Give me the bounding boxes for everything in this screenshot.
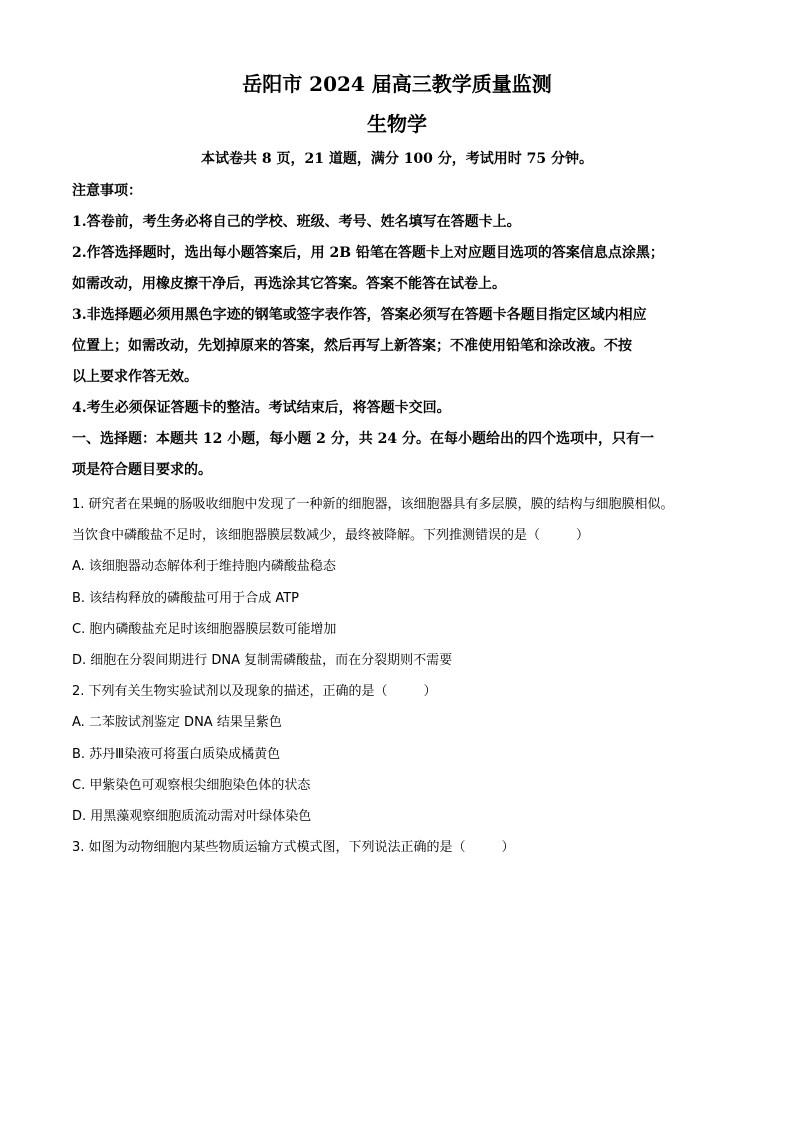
note-line: 2.作答选择题时，选出每小题答案后，用 2B 铅笔在答题卡上对应题目选项的答案信息点涂黑； [72, 245, 664, 261]
question-2-option-d: D. 用黑藻观察细胞质流动需对叶绿体染色 [72, 809, 312, 825]
note-line: 如需改动，用橡皮擦干净后，再选涂其它答案。答案不能答在试卷上。 [72, 276, 506, 292]
note-line: 1.答卷前，考生务必将自己的学校、班级、考号、姓名填写在答题卡上。 [72, 214, 521, 230]
question-2-option-a: A. 二苯胺试剂鉴定 DNA 结果呈紫色 [72, 715, 282, 731]
question-1-option-b: B. 该结构释放的磷酸盐可用于合成 ATP [72, 590, 299, 606]
note-line: 位置上；如需改动，先划掉原来的答案，然后再写上新答案；不准使用铅笔和涂改液。不按 [72, 338, 632, 354]
note-line: 以上要求作答无效。 [72, 369, 198, 385]
question-1-option-d: D. 细胞在分裂间期进行 DNA 复制需磷酸盐，而在分裂期则不需要 [72, 653, 453, 669]
question-2-option-c: C. 甲紫染色可观察根尖细胞染色体的状态 [72, 777, 311, 793]
section-heading: 一、选择题：本题共 12 小题，每小题 2 分，共 24 分。在每小题给出的四个选项中，只有一 [72, 431, 654, 447]
question-1-stem-cont: 当饮食中磷酸盐不足时，该细胞器膜层数减少，最终被降解。下列推测错误的是（ ） [72, 528, 590, 544]
note-line: 4.考生必须保证答题卡的整洁。考试结束后，将答题卡交回。 [72, 400, 451, 416]
questions-section [72, 489, 732, 863]
question-2-stem: 2. 下列有关生物实验试剂以及现象的描述，正确的是（ ） [72, 684, 437, 700]
note-line: 3.非选择题必须用黑色字迹的钢笔或签字表作答，答案必须写在答题卡各题目指定区域内相应 [72, 307, 647, 323]
notes-heading: 注意事项： [72, 183, 142, 199]
question-1-stem: 1. 研究者在果蝇的肠吸收细胞中发现了一种新的细胞器，该细胞器具有多层膜，膜的结构与细胞膜相似。 [72, 497, 674, 512]
question-1-option-a: A. 该细胞器动态解体利于维持胞内磷酸盐稳态 [72, 559, 336, 575]
section-heading-cont: 项是符合题目要求的。 [72, 462, 212, 478]
page-title: 岳阳市 2024 届高三教学质量监测 [242, 72, 552, 96]
exam-info: 本试卷共 8 页，21 道题，满分 100 分，考试用时 75 分钟。 [200, 151, 594, 167]
question-1-option-c: C. 胞内磷酸盐充足时该细胞器膜层数可能增加 [72, 621, 337, 637]
question-2-option-b: B. 苏丹Ⅲ染液可将蛋白质染成橘黄色 [72, 746, 281, 762]
notes-section [72, 176, 732, 486]
subject-title: 生物学 [367, 112, 427, 136]
question-3-stem: 3. 如图为动物细胞内某些物质运输方式模式图，下列说法正确的是（ ） [72, 840, 515, 856]
